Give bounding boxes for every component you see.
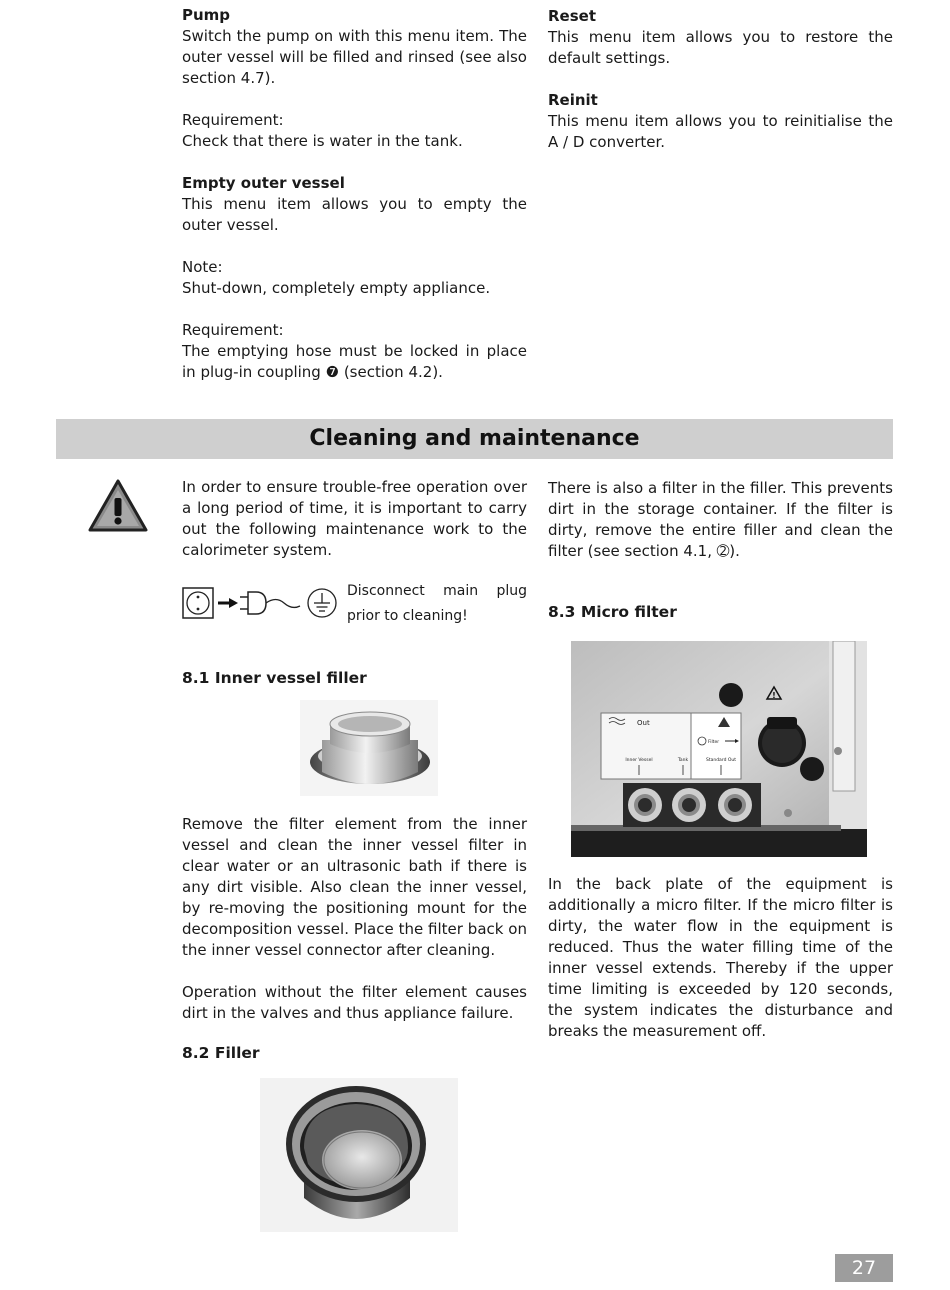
section-8-2-heading: 8.2 Filler: [182, 1044, 260, 1062]
pump-text: Switch the pump on with this menu item. The outer vessel will be filled and rinsed (see also section 4.7).: [182, 27, 527, 87]
section-8-1-heading: 8.1 Inner vessel filler: [182, 669, 367, 687]
warning-triangle-icon: [87, 478, 149, 534]
top-right-column: [548, 6, 893, 153]
plug-icon: [240, 592, 300, 614]
disconnect-pictogram: [182, 586, 342, 620]
svg-text:!: !: [772, 691, 776, 700]
section-8-1-text-block: [182, 814, 527, 1024]
micro-filter-photo: [571, 641, 867, 857]
filler-text: There is also a filter in the filler. This prevents dirt in the storage container. If the filter is dirty, remove the entire filler and clean the filter (see section 4.1, ➁).: [548, 479, 893, 560]
tank-label: Tank: [677, 758, 689, 763]
section-8-3-text: In the back plate of the equipment is additionally a micro filter. If the micro filter is dirty, the water flow in the equipment is reduced. Thus the water filling time of the inner vessel extends. Thereby if the upper time limiting is exceeded by 120 seconds, the system indicates the disturbance and breaks the measurement off.: [548, 875, 893, 1040]
filler-paragraph: [548, 478, 893, 562]
section-title: Cleaning and maintenance: [309, 426, 640, 451]
inner-vessel-label: Inner Vessel: [625, 758, 653, 763]
empty-outer-vessel-heading: Empty outer vessel: [182, 174, 345, 192]
inner-vessel-filler-image: [300, 700, 438, 796]
section-8-1-warning: Operation without the filter element causes dirt in the valves and thus appliance failure.: [182, 983, 527, 1022]
intro-text: In order to ensure trouble-free operation over a long period of time, it is important to carry out the following maintenance work to the calorimeter system.: [182, 478, 527, 559]
requirement-text: Check that there is water in the tank.: [182, 132, 463, 150]
reinit-heading: Reinit: [548, 91, 598, 109]
note-label: Note:: [182, 258, 223, 276]
requirement-label: Requirement:: [182, 321, 284, 339]
section-8-1-text: Remove the filter element from the inner vessel and clean the inner vessel filter in clear water or an ultrasonic bath if there is any dirt visible. Also clean the inner vessel, by re-moving the positioning mount for the decomposition vessel. Place the filter back on the inner vessel connector after cleaning.: [182, 815, 527, 959]
power-socket-icon: [183, 588, 213, 618]
top-left-column: [182, 5, 527, 383]
section-banner: [56, 419, 893, 459]
reinit-text: This menu item allows you to reinitialise the A / D converter.: [548, 112, 893, 151]
requirement-label: Requirement:: [182, 111, 284, 129]
reset-text: This menu item allows you to restore the default settings.: [548, 28, 893, 67]
arrow-right-icon: [218, 598, 238, 608]
section-8-3-text-block: [548, 874, 893, 1042]
disconnect-note: Disconnect main plug prior to cleaning!: [347, 583, 527, 624]
filter-label: Filter: [708, 740, 720, 745]
empty-outer-vessel-text: This menu item allows you to empty the outer vessel.: [182, 195, 527, 234]
page-number: 27: [835, 1254, 893, 1282]
standard-out-label: Standard Out: [705, 758, 737, 763]
note-text: Shut-down, completely empty appliance.: [182, 279, 491, 297]
out-label: Out: [637, 719, 650, 727]
requirement-text: The emptying hose must be locked in place in plug-in coupling ❼ (section 4.2).: [182, 342, 527, 381]
section-8-3-heading: 8.3 Micro filter: [548, 603, 677, 621]
earth-ground-icon: [308, 589, 336, 617]
reset-heading: Reset: [548, 7, 596, 25]
intro-paragraph: [182, 477, 527, 561]
filler-image: [260, 1078, 458, 1232]
pump-heading: Pump: [182, 6, 231, 24]
